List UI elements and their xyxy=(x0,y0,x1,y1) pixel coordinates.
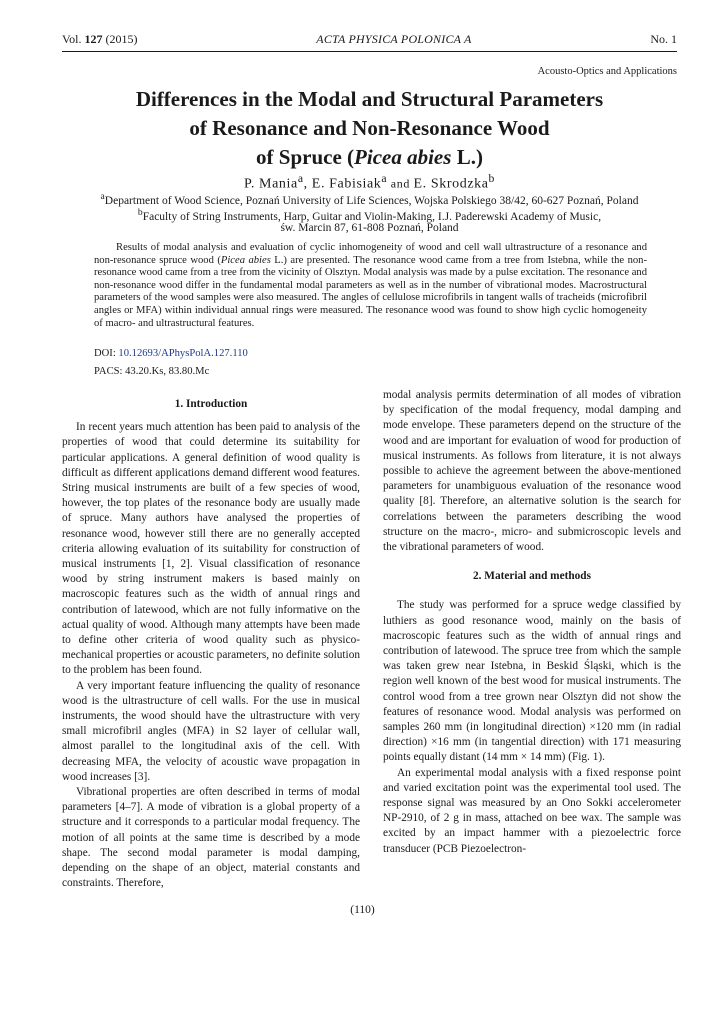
affiliation-b: $^b$Faculty of String Instruments, Harp, Guitar and Violin-Making, I.J. Paderewski Academy of Music, xyxy=(137,207,602,223)
section-tag: Acousto-Optics and Applications xyxy=(537,66,677,77)
issue-number: No. 1 xyxy=(650,32,677,46)
paragraph: An experimental modal analysis with a fixed response point and varied excitation point was the experimental tool used. The response signal was measured by an Ono Sokki accelerometer NP-2910, of 2 g in mass, attached on bee wax. The sample was excited by an impact hammer with a piezoelectric force transducer (PCB Piezoelectron- xyxy=(383,766,681,855)
author-3: E. Skrodzka xyxy=(413,176,489,192)
affiliation-b-line-2: św. Marcin 87, 61-808 Poznań, Poland xyxy=(280,222,459,234)
abstract: Results of modal analysis and evaluation of cyclic inhomogeneity of wood and cell wall ultrastructure of a resonance and non-resonance spruce wood (Picea abies L.) are presented. The resonance wood came from a tree from Istebna, while the non-resonance wood came from a tree from the vicinity of Olsztyn. Modal analysis was made by a pulse excitation. The resonance and non-resonance wood differ in the fundamental modal parameters as well as in the number of vibrational modes. Macrostructural parameters of the wood samples were also measured. The angles of cellulose microfibrils in tangent walls of tracheids (microfibril angles or MFA) within individual annual rings were measured. The resonance wood was found to show high cyclic homogeneity of macro- and ultrastructural features. xyxy=(94,242,647,329)
doi: DOI: 10.12693/APhysPolA.127.110 xyxy=(94,348,248,359)
title-line-3: of Spruce (Picea abies L.) xyxy=(256,145,483,169)
author-list: P. Mania$^a$, E. Fabisiak$^a$ and E. Skrodzka$^b$ xyxy=(244,172,495,192)
paper-title xyxy=(62,85,677,172)
running-header xyxy=(62,32,677,52)
volume-label: Vol. xyxy=(62,32,82,46)
paragraph: Vibrational properties are often described in terms of modal parameters [4–7]. A mode of vibration is a global property of a structure and it corresponds to a particular modal frequency. The motion of all points at the same time is described by a mode shape. The second modal parameter is modal damping, depending on the shape of an object, material constants and constraints. Therefore, xyxy=(62,786,360,890)
paragraph: The study was performed for a spruce wedge classified by luthiers as good resonance wood, mainly on the basis of macroscopic features such as the width of annual rings and contribution of latewood. The spruce tree from which the sample was taken grew near Istebna, in Beskid Śląski, which is the region well known of the best wood for musical instruments. The control wood from a tree grown near Olsztyn did not show the features of resonance wood. Modal analysis was performed on samples 260 mm (in longitudinal direction) ×120 mm (in radial direction) ×16 mm (in tangential direction) with 171 measuring points equally distant (14 mm × 14 mm) (Fig. 1). xyxy=(383,599,681,764)
paragraph: modal analysis permits determination of all modes of vibration by specification of the modal frequency, modal damping and mode envelope. These parameters depend on the structure of the wood and are important for evaluation of wood for production of musical instruments. As follows from literature, it is not always possible to achieve the agreement between the above-mentioned parameters for unambiguous evaluation of the resonance wood quality [8]. Therefore, an alternative solution is the search for correlations between the parameters describing the wood structure on the macro-, micro- and submicroscopic levels and the vibrational parameters of wood. xyxy=(383,389,681,554)
doi-link[interactable]: 10.12693/APhysPolA.127.110 xyxy=(118,348,248,359)
right-column xyxy=(383,388,681,857)
journal-name: ACTA PHYSICA POLONICA A xyxy=(316,32,472,46)
pacs: PACS: 43.20.Ks, 83.80.Mc xyxy=(94,366,210,377)
volume-number: 127 xyxy=(84,32,103,46)
author-2: , E. Fabisiak xyxy=(303,176,382,192)
title-line-1: Differences in the Modal and Structural Parameters xyxy=(135,87,604,111)
paragraph: In recent years much attention has been paid to analysis of the properties of wood that could determine its suitability for particular applications. A general definition of wood quality is difficult as different applications demand different wood features. String musical instruments are built of a few species of wood, however, the top plates of the resonance body are usually made of spruce. Many authors have analysed the properties of resonance wood, however still there are no generally accepted criteria allowing evaluation of its suitability for construction of musical instruments [1, 2]. Visual classification of resonance wood by string instrument makers is based mainly on macroscopic features such as the width of annual rings and contribution of latewood, which are not fully informative on the actual quality of wood. Although many attempts have been made to define other criteria of wood quality such as physico-mechanical properties or acoustic parameters, no definite solution to the problem has been found. xyxy=(62,421,360,677)
species-name: Picea abies xyxy=(354,145,452,169)
left-column xyxy=(62,397,360,892)
paragraph: A very important feature influencing the quality of resonance wood is the ultrastructure of cell walls. For the use in musical instruments, the wood should have the ultrastructure with very small microfibril angles (MFA) in S2 layer of cellular wall, almost parallel to the longitudinal axis of the cell. With decreasing MFA, the velocity of acoustic wave propagation in wood increases [3]. xyxy=(62,679,360,783)
volume-info xyxy=(62,32,137,47)
section-heading-material-methods: 2. Material and methods xyxy=(473,570,591,583)
page-number: (110) xyxy=(350,904,375,916)
author-1: P. Mania xyxy=(244,176,298,192)
volume-year: (2015) xyxy=(105,32,138,46)
title-line-2: of Resonance and Non-Resonance Wood xyxy=(189,116,550,140)
affiliation-a: $^a$Department of Wood Science, Poznań University of Life Sciences, Wojska Polskiego 38/42, 60-627 Poznań, Poland xyxy=(100,191,639,207)
section-heading-introduction: 1. Introduction xyxy=(174,398,248,410)
